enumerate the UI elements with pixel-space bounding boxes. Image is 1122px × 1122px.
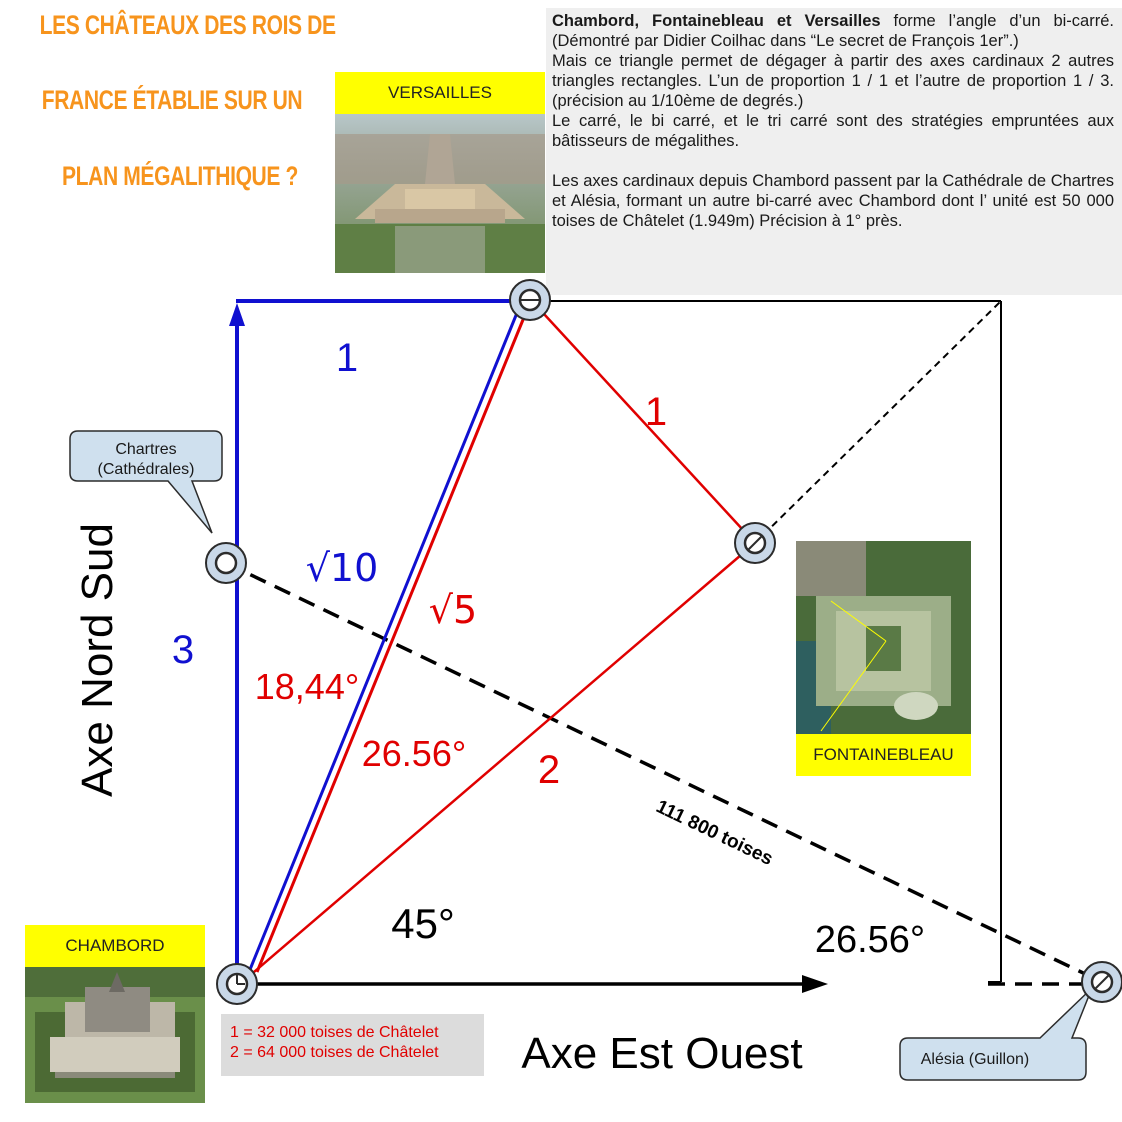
description-p1: forme l’angle d’un bi-carré. (Démontré par Didier Coilhac dans “Le secret de François 1er”.) — [552, 12, 1114, 50]
label-blue-top: 1 — [335, 336, 359, 380]
title-line-1: LES CHÂTEAUX DES ROIS DE — [39, 10, 336, 40]
chambord-label: CHAMBORD — [25, 925, 205, 967]
label-angle-red: 26.56° — [361, 733, 467, 774]
chartres-callout-line1: Chartres — [115, 441, 177, 458]
legend-line-2: 2 = 64 000 toises de Châtelet — [230, 1044, 439, 1061]
label-angle-blue: 18,44° — [254, 666, 360, 707]
description-p4: Les axes cardinaux depuis Chambord passent par la Cathédrale de Chartres et Alésia, formant un autre bi-carré avec Chambord dont l’ unité est 50 000 toises de Châtelet (1.949m) Précision à 1° près. — [552, 172, 1114, 230]
description-bold-lead: Chambord, Fontainebleau et Versailles — [552, 12, 881, 30]
fontainebleau-marker — [735, 523, 775, 563]
alesia-marker — [1082, 962, 1122, 1002]
red-hypotenuse — [254, 305, 529, 972]
chambord-marker — [217, 964, 257, 1004]
red-side-2 — [240, 543, 755, 984]
blue-hypotenuse — [249, 303, 521, 972]
label-red-long: 2 — [537, 748, 561, 792]
unit-legend — [221, 1014, 484, 1076]
title-line-3: PLAN MÉGALITHIQUE ? — [62, 161, 298, 191]
label-angle-alesia: 26.56° — [814, 919, 926, 961]
north-south-axis-label: Axe Nord Sud — [73, 523, 122, 797]
east-west-arrowhead — [802, 975, 828, 993]
title-line-2: FRANCE ÉTABLIE SUR UN — [41, 85, 303, 115]
label-red-short: 1 — [644, 390, 668, 434]
description-p3: Le carré, le bi carré, et le tri carré sont des stratégies empruntées aux bâtisseurs de mégalithes. — [552, 112, 1114, 150]
chartres-callout-line2: (Cathédrales) — [97, 461, 195, 478]
red-side-1 — [532, 301, 755, 543]
north-south-arrowhead — [229, 303, 245, 326]
label-red-hyp: √5 — [428, 588, 478, 632]
versailles-marker — [510, 280, 550, 320]
alesia-callout-text: Alésia (Guillon) — [920, 1051, 1030, 1068]
fontainebleau-label: FONTAINEBLEAU — [796, 734, 971, 776]
label-blue-left: 3 — [171, 628, 195, 672]
label-dashed-distance: 111 800 toises — [652, 796, 777, 870]
chartres-alesia-dashed-line — [226, 563, 1102, 982]
east-west-axis-label: Axe Est Ouest — [521, 1029, 803, 1078]
description-p2: Mais ce triangle permet de dégager à partir des axes cardinaux 2 autres triangles rectangles. L’un de proportion 1 / 1 et l’autre de proportion 1 / 3. (précision au 1/10ème de degrés.) — [552, 52, 1114, 110]
chartres-marker — [206, 543, 246, 583]
legend-line-1: 1 = 32 000 toises de Châtelet — [230, 1024, 439, 1041]
label-blue-hyp: √10 — [305, 546, 379, 590]
diagonal-dashed-line — [755, 301, 1001, 543]
versailles-label: VERSAILLES — [335, 72, 545, 114]
label-angle-45: 45° — [391, 900, 455, 947]
